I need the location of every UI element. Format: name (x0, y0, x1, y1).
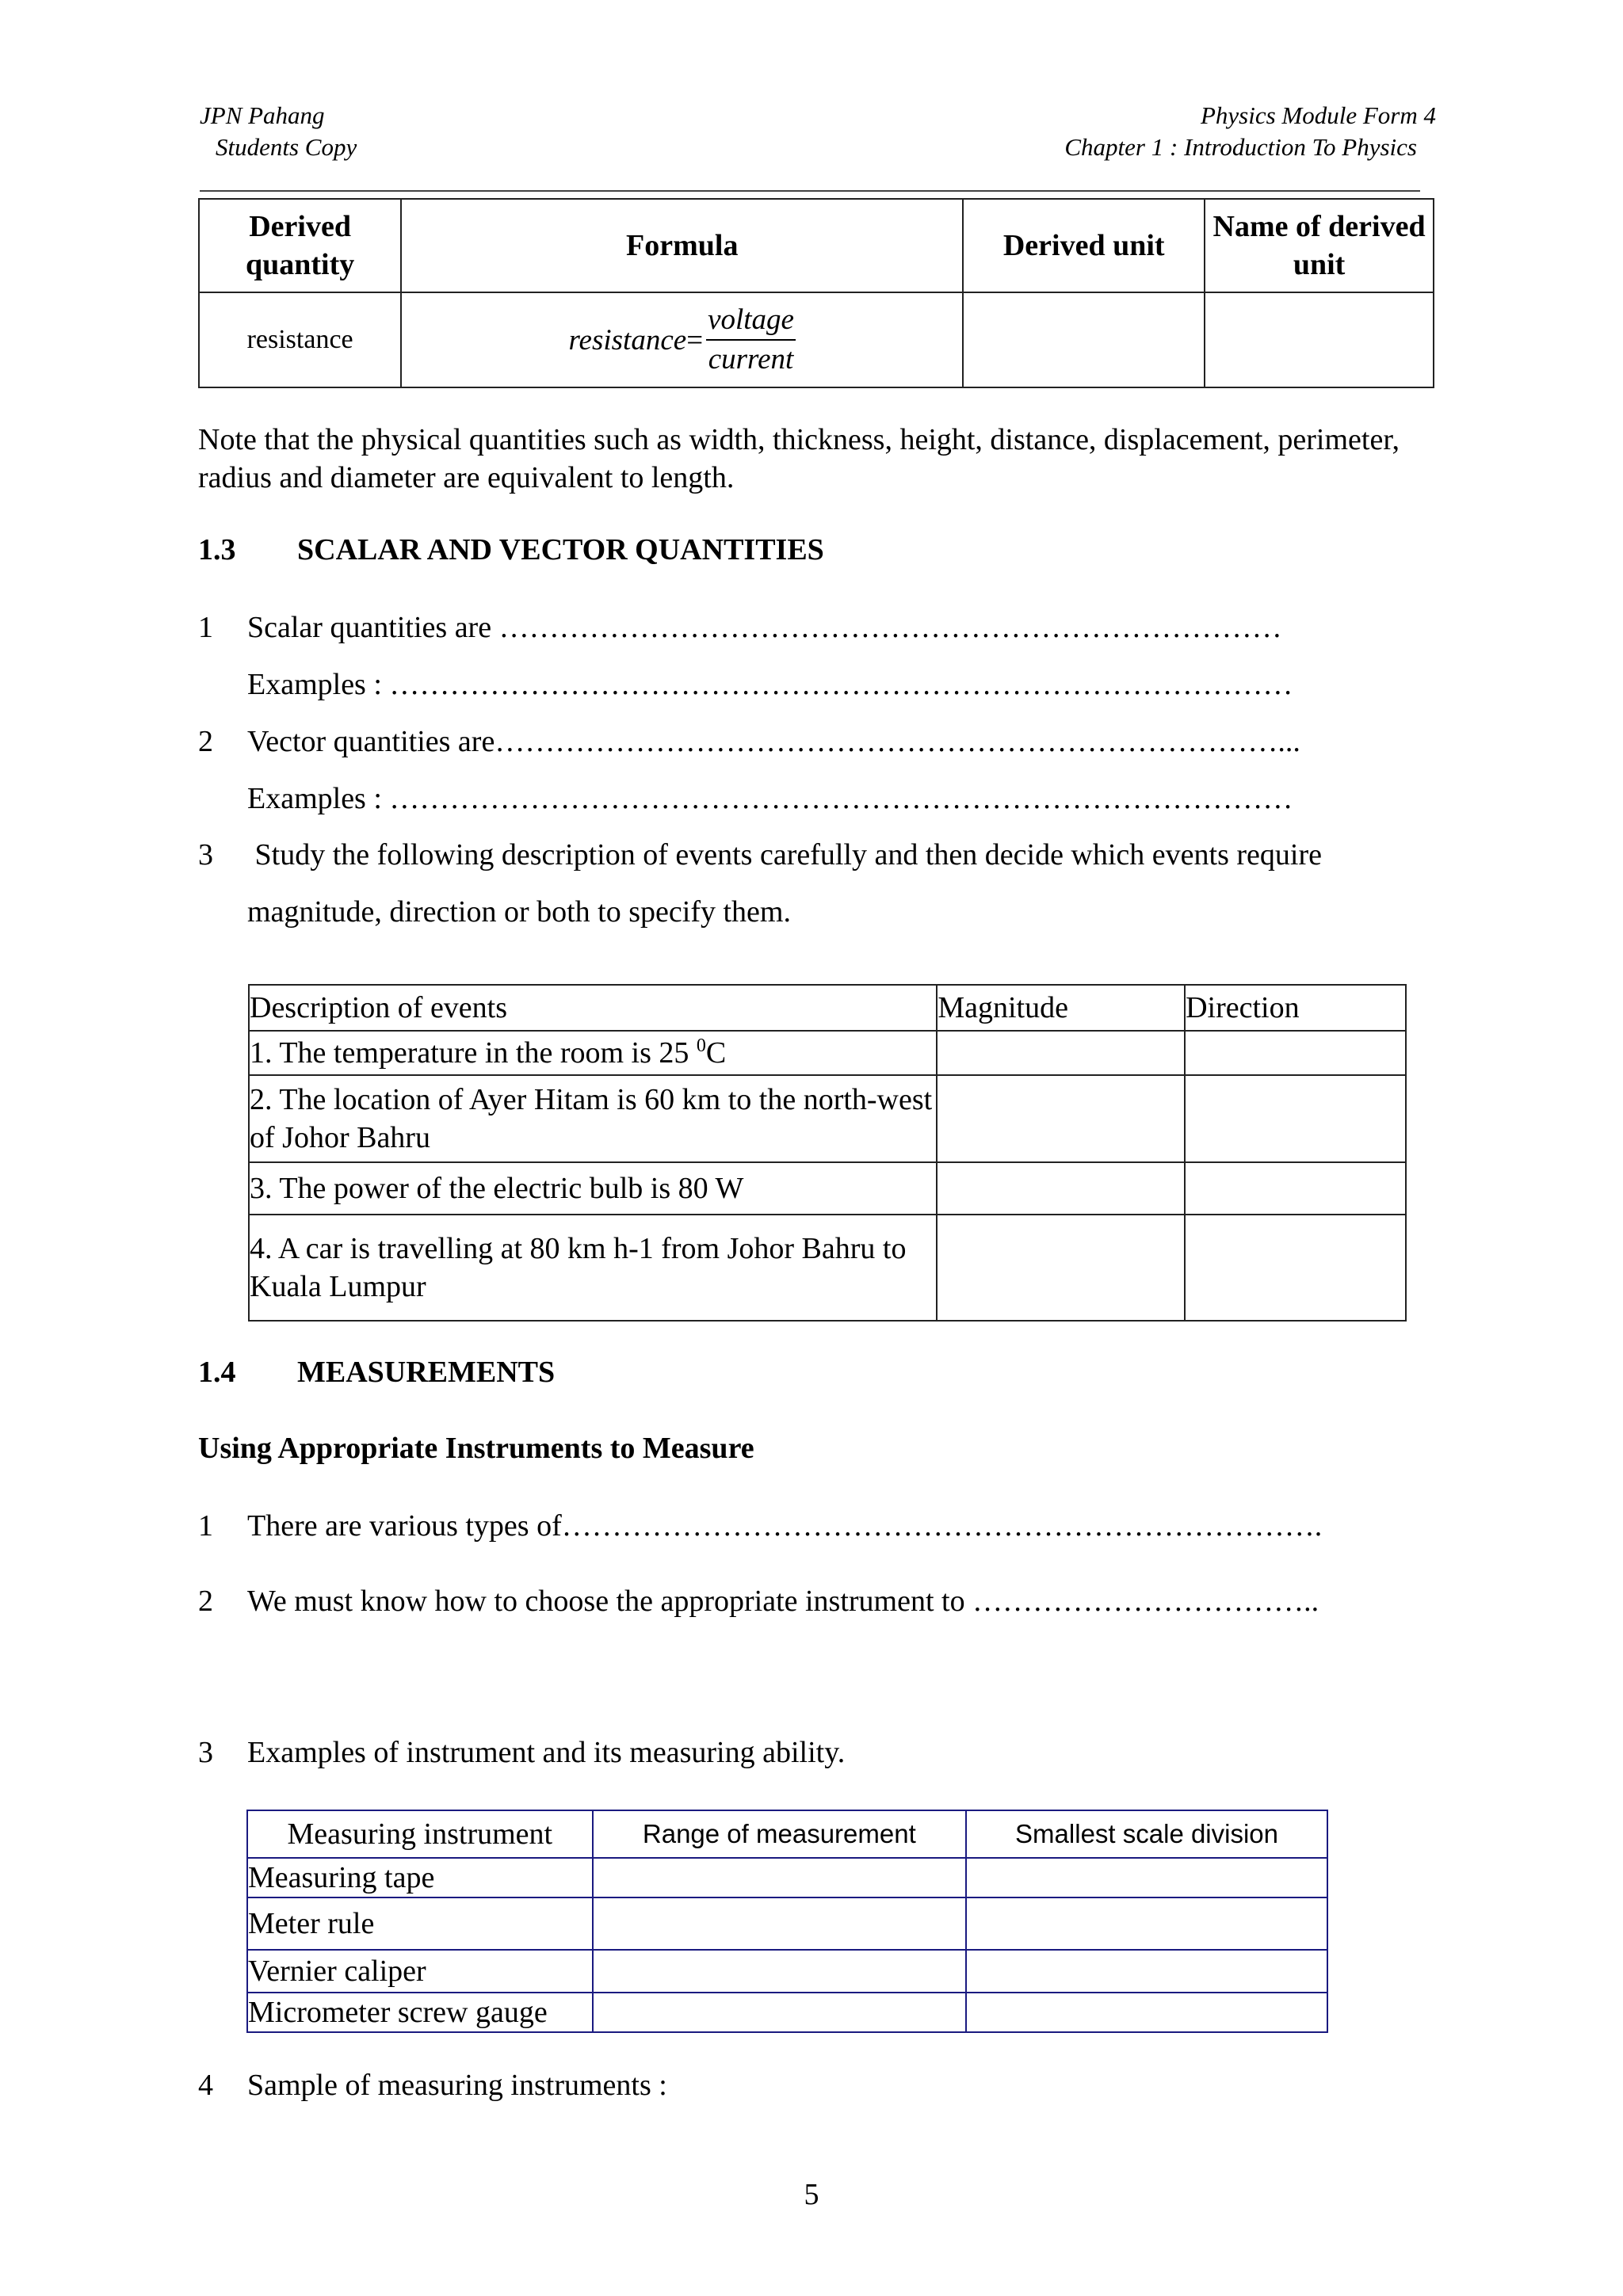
formula-numerator: voltage (706, 303, 796, 341)
resistance-formula (569, 303, 796, 377)
events-instruction-line1: Study the following description of events carefully and then decide which events require (247, 838, 1322, 871)
item-4-number: 4 (198, 2069, 213, 2102)
col-description: Description of events (249, 985, 937, 1031)
derived-unit-name-cell[interactable] (1205, 292, 1434, 387)
event-1-degree: 0 (696, 1035, 706, 1056)
event-1-direction-cell[interactable] (1185, 1031, 1406, 1075)
item-3-number: 3 (198, 838, 213, 871)
event-desc-1 (249, 1031, 937, 1075)
col-measuring-instrument: Measuring instrument (247, 1810, 593, 1858)
scalar-examples-line: Examples : ……………………………………………………………………………… (247, 668, 1293, 701)
derived-unit-cell[interactable] (963, 292, 1205, 387)
measure-item-2-number: 2 (198, 1585, 213, 1618)
note-paragraph: Note that the physical quantities such as width, thickness, height, distance, displacement, perimeter, radius and diameter are equivalent to length. (198, 423, 1400, 494)
formula-equals: = (686, 323, 704, 357)
event-3-magnitude-cell[interactable] (937, 1162, 1185, 1215)
col-formula: Formula (401, 199, 963, 292)
col-smallest-scale-division: Smallest scale division (966, 1810, 1327, 1858)
event-4-direction-cell[interactable] (1185, 1215, 1406, 1321)
event-desc-3: 3. The power of the electric bulb is 80 W (249, 1162, 937, 1215)
events-instruction-line2: magnitude, direction or both to specify them. (247, 895, 791, 929)
event-4-magnitude-cell[interactable] (937, 1215, 1185, 1321)
header-right-line1: Physics Module Form 4 (1200, 101, 1436, 129)
header-divider (200, 190, 1420, 192)
meter-rule-division-cell[interactable] (966, 1897, 1327, 1950)
item-1-number: 1 (198, 611, 213, 644)
vernier-caliper-division-cell[interactable] (966, 1950, 1327, 1993)
measure-item-2-text: We must know how to choose the appropriate instrument to …………………………….. (247, 1585, 1319, 1618)
header-left-line1: JPN Pahang (200, 101, 325, 129)
event-3-direction-cell[interactable] (1185, 1162, 1406, 1215)
measure-item-3-text: Examples of instrument and its measuring ability. (247, 1736, 846, 1769)
event-2-magnitude-cell[interactable] (937, 1075, 1185, 1162)
event-desc-4: 4. A car is travelling at 80 km h-1 from Johor Bahru to Kuala Lumpur (249, 1215, 937, 1321)
col-range-of-measurement: Range of measurement (593, 1810, 966, 1858)
event-desc-2: 2. The location of Ayer Hitam is 60 km to the north-west of Johor Bahru (249, 1075, 937, 1162)
section-1-3-number: 1.3 (198, 533, 236, 566)
item-4-text: Sample of measuring instruments : (247, 2069, 667, 2102)
section-1-4-number: 1.4 (198, 1356, 236, 1389)
col-magnitude: Magnitude (937, 985, 1185, 1031)
col-derived-unit: Derived unit (963, 199, 1205, 292)
event-1-magnitude-cell[interactable] (937, 1031, 1185, 1075)
event-1-text: 1. The temperature in the room is 25 (250, 1036, 697, 1070)
measuring-tape-division-cell[interactable] (966, 1858, 1327, 1897)
instrument-measuring-tape: Measuring tape (247, 1858, 593, 1897)
header-left-line2: Students Copy (216, 133, 357, 161)
instrument-meter-rule: Meter rule (247, 1897, 593, 1950)
instrument-vernier-caliper: Vernier caliper (247, 1950, 593, 1993)
events-table (248, 984, 1407, 1322)
measuring-tape-range-cell[interactable] (593, 1858, 966, 1897)
derived-quantity-table (198, 198, 1434, 388)
instrument-micrometer-screw-gauge: Micrometer screw gauge (247, 1993, 593, 2032)
page-number: 5 (804, 2178, 819, 2211)
instrument-table (246, 1810, 1328, 2033)
vector-examples-line: Examples : ……………………………………………………………………………… (247, 782, 1293, 815)
measure-item-1-number: 1 (198, 1509, 213, 1543)
formula-denominator: current (708, 343, 794, 376)
vector-definition-line: Vector quantities are……………………………………………………………………... (247, 725, 1300, 758)
col-name-derived-unit: Name of derived unit (1205, 199, 1434, 292)
section-1-3-title: SCALAR AND VECTOR QUANTITIES (297, 533, 824, 566)
measure-item-3-number: 3 (198, 1736, 213, 1769)
resistance-cell: resistance (199, 292, 401, 387)
scalar-definition-line: Scalar quantities are …………………………………………………………………… (247, 611, 1282, 644)
col-derived-quantity: Derived quantity (199, 199, 401, 292)
header-right-line2: Chapter 1 : Introduction To Physics (1064, 133, 1417, 161)
formula-lhs: resistance (568, 323, 687, 357)
measure-item-1-text: There are various types of…………………………………………………………………. (247, 1509, 1323, 1543)
meter-rule-range-cell[interactable] (593, 1897, 966, 1950)
formula-fraction (706, 303, 796, 377)
col-direction: Direction (1185, 985, 1406, 1031)
event-1-unit: C (705, 1036, 727, 1070)
item-2-number: 2 (198, 725, 213, 758)
micrometer-range-cell[interactable] (593, 1993, 966, 2032)
section-1-4-subtitle: Using Appropriate Instruments to Measure (198, 1432, 754, 1465)
section-1-4-title: MEASUREMENTS (297, 1356, 556, 1389)
formula-cell (401, 292, 963, 387)
vernier-caliper-range-cell[interactable] (593, 1950, 966, 1993)
micrometer-division-cell[interactable] (966, 1993, 1327, 2032)
event-2-direction-cell[interactable] (1185, 1075, 1406, 1162)
